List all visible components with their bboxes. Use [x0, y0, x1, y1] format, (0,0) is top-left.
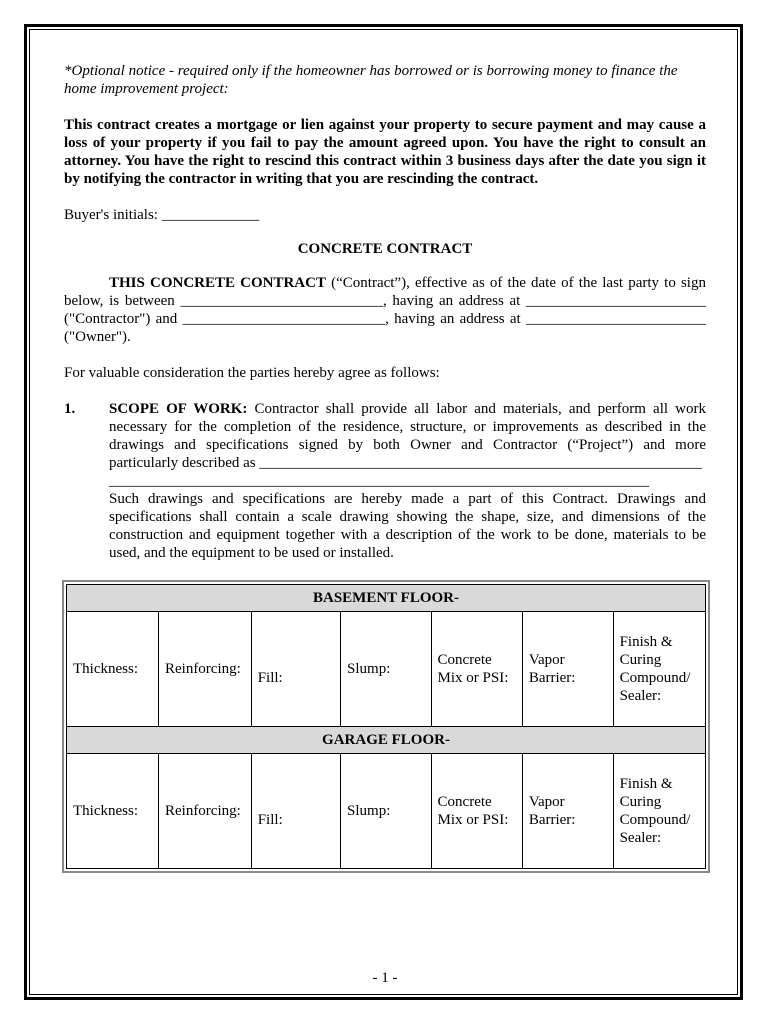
garage-floor-row [67, 754, 706, 869]
section-scope-of-work [64, 400, 706, 562]
scope-heading: SCOPE OF WORK: [109, 401, 248, 417]
basement-thickness: Thickness: [67, 612, 159, 727]
garage-floor-header: GARAGE FLOOR- [67, 727, 706, 754]
scope-text [109, 400, 706, 472]
basement-vapor-barrier: Vapor Barrier: [522, 612, 613, 727]
basement-reinforcing: Reinforcing: [158, 612, 251, 727]
basement-fill: Fill: [251, 612, 340, 727]
optional-notice: *Optional notice - required only if the homeowner has borrowed or is borrowing money to finance the home improvement project: [64, 63, 678, 97]
intro-lead: THIS CONCRETE CONTRACT [109, 275, 326, 291]
consideration-text: For valuable consideration the parties hereby agree as follows: [64, 365, 440, 381]
intro-paragraph [64, 274, 706, 346]
document-body [64, 62, 706, 562]
garage-slump: Slump: [341, 754, 432, 869]
concrete-spec-table [62, 580, 710, 873]
basement-slump: Slump: [341, 612, 432, 727]
basement-floor-header: BASEMENT FLOOR- [67, 585, 706, 612]
scope-drawings-text: Such drawings and specifications are hereby made a part of this Contract. Drawings and specifications shall contain a scale drawing showing the shape, size, and dimensions of the construction and equipment together with a description of the work to be done, materials to be used, and the equipment to be used or installed. [109, 491, 706, 561]
garage-finish-curing: Finish & Curing Compound/ Sealer: [613, 754, 705, 869]
garage-fill: Fill: [251, 754, 340, 869]
intro-text: (“Contract”), effective as of the date of the last party to sign below, is between ___________________________, having an address at ________________________ ("Contractor") and ___________________________, having an address at ________________________ ("Owner"). [64, 275, 706, 345]
lien-warning: This contract creates a mortgage or lien against your property to secure payment and may cause a loss of your property if you fail to pay the amount agreed upon. You have the right to consult an attorney. You have the right to rescind this contract within 3 business days after the date you sign it by notifying the contractor in writing that you are rescinding the contract. [64, 117, 706, 187]
garage-vapor-barrier: Vapor Barrier: [522, 754, 613, 869]
basement-finish-curing: Finish & Curing Compound/ Sealer: [613, 612, 705, 727]
buyer-initials: Buyer's initials: _____________ [64, 207, 260, 223]
scope-body: Contractor shall provide all labor and materials, and perform all work necessary for the completion of the residence, structure, or improvements as described in the drawings and specifications signed by both Owner and Contractor (“Project”) and more particularly described as ___________________________________________________________ [109, 401, 706, 471]
section-number: 1. [64, 401, 76, 417]
garage-thickness: Thickness: [67, 754, 159, 869]
scope-blank-line: ________________________________________________________________________ [109, 473, 649, 489]
garage-reinforcing: Reinforcing: [158, 754, 251, 869]
garage-concrete-mix: Concrete Mix or PSI: [431, 754, 522, 869]
page-number: - 1 - [372, 970, 398, 986]
basement-concrete-mix: Concrete Mix or PSI: [431, 612, 522, 727]
basement-floor-row [67, 612, 706, 727]
contract-title: CONCRETE CONTRACT [297, 241, 473, 257]
